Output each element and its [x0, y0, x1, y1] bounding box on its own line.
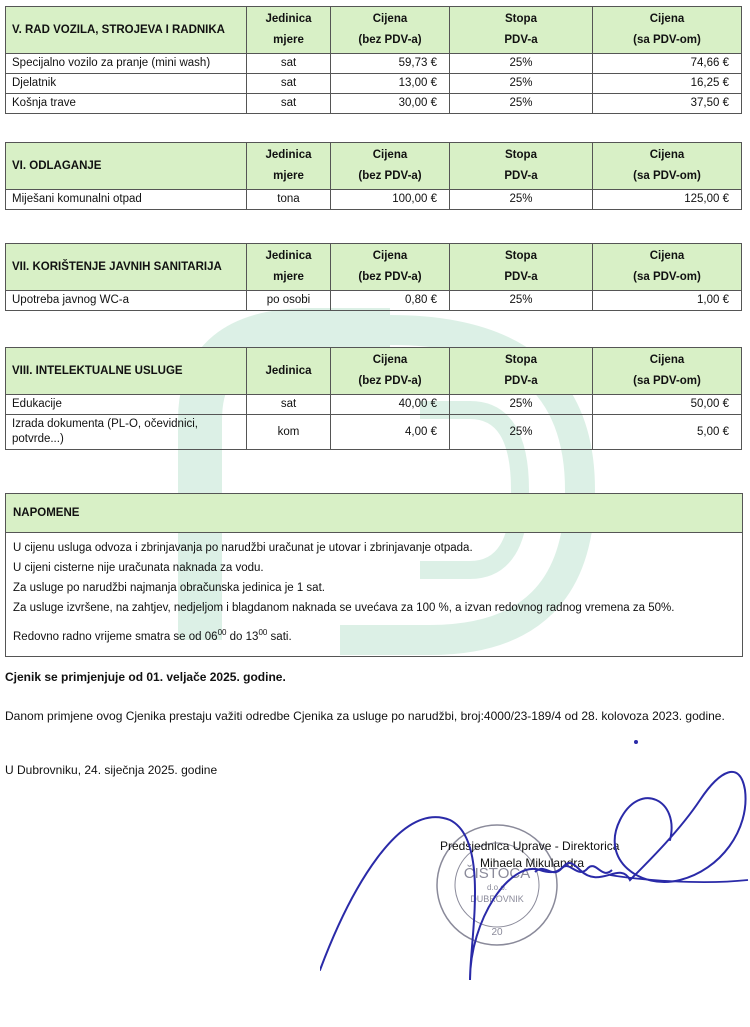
section-title: VIII. INTELEKTUALNE USLUGE: [6, 348, 247, 395]
replacement-statement: Danom primjene ovog Cjenika prestaju važiti odredbe Cjenika za usluge po narudžbi, broj:4000/23-189/4 od 28. kolovoza 2023. godine.: [5, 709, 725, 723]
total-cell: 74,66 €: [593, 54, 742, 74]
price-cell: 100,00 €: [331, 190, 450, 210]
price-cell: 30,00 €: [331, 94, 450, 114]
notes-body: [6, 533, 742, 656]
price-table-section-6: [5, 142, 742, 210]
price-cell: 40,00 €: [331, 395, 450, 415]
note-working-hours: Redovno radno vrijeme smatra se od $06^{00}$ do $13^{00}$ sati.: [13, 628, 292, 643]
total-header: Cijena (sa PDV-om): [593, 7, 742, 54]
price-header: Cijena (bez PDV-a): [331, 244, 450, 291]
section-title: VI. ODLAGANJE: [6, 143, 247, 190]
table-row: [6, 291, 742, 311]
unit-cell: sat: [247, 94, 331, 114]
unit-header: Jedinica mjere: [247, 244, 331, 291]
vat-rate-header: Stopa PDV-a: [450, 244, 593, 291]
place-and-date: U Dubrovniku, 24. siječnja 2025. godine: [5, 763, 218, 777]
total-cell: 37,50 €: [593, 94, 742, 114]
notes-title: NAPOMENE: [6, 494, 742, 533]
total-cell: 125,00 €: [593, 190, 742, 210]
note-item: U cijenu usluga odvoza i zbrinjavanja po narudžbi uračunat je utovar i zbrinjavanje otpada.: [13, 542, 473, 554]
total-header: Cijena (sa PDV-om): [593, 244, 742, 291]
service-name: Specijalno vozilo za pranje (mini wash): [6, 54, 247, 74]
table-row: [6, 94, 742, 114]
price-table-section-7: [5, 243, 742, 311]
price-header: Cijena (bez PDV-a): [331, 7, 450, 54]
price-cell: 0,80 €: [331, 291, 450, 311]
service-name: Djelatnik: [6, 74, 247, 94]
service-name: Miješani komunalni otpad: [6, 190, 247, 210]
table-row: [6, 74, 742, 94]
vat-rate-header: Stopa PDV-a: [450, 348, 593, 395]
vat-rate-cell: 25%: [450, 94, 593, 114]
table-row: [6, 415, 742, 450]
service-name: Edukacije: [6, 395, 247, 415]
stamp-company: ČISTOĆA: [463, 865, 531, 882]
section-title: V. RAD VOZILA, STROJEVA I RADNIKA: [6, 7, 247, 54]
total-cell: 50,00 €: [593, 395, 742, 415]
price-cell: 13,00 €: [331, 74, 450, 94]
total-cell: 16,25 €: [593, 74, 742, 94]
vat-rate-cell: 25%: [450, 291, 593, 311]
vat-rate-cell: 25%: [450, 54, 593, 74]
service-name: Upotreba javnog WC-a: [6, 291, 247, 311]
price-cell: 59,73 €: [331, 54, 450, 74]
table-row: [6, 190, 742, 210]
section-title: VII. KORIŠTENJE JAVNIH SANITARIJA: [6, 244, 247, 291]
table-row: [6, 54, 742, 74]
signatory-title: Predsjednica Uprave - Direktorica: [440, 839, 620, 853]
price-cell: 4,00 €: [331, 415, 450, 450]
stamp-suffix: d.o.o.: [486, 883, 508, 892]
total-header: Cijena (sa PDV-om): [593, 143, 742, 190]
price-table-section-5: [5, 6, 742, 114]
total-cell: 1,00 €: [593, 291, 742, 311]
table-row: [6, 395, 742, 415]
unit-cell: sat: [247, 74, 331, 94]
price-table-section-8: [5, 347, 742, 450]
unit-cell: sat: [247, 395, 331, 415]
valid-from-statement: Cjenik se primjenjuje od 01. veljače 2025. godine.: [5, 670, 286, 684]
note-item: Za usluge izvršene, na zahtjev, nedjeljom i blagdanom naknada se uvećava za 100 %, a izvan redovnog radnog vremena za 50%.: [13, 602, 675, 614]
vat-rate-cell: 25%: [450, 395, 593, 415]
note-item: U cijeni cisterne nije uračunata naknada za vodu.: [13, 562, 264, 574]
vat-rate-cell: 25%: [450, 415, 593, 450]
unit-header: Jedinica: [247, 348, 331, 395]
unit-cell: po osobi: [247, 291, 331, 311]
vat-rate-header: Stopa PDV-a: [450, 143, 593, 190]
price-header: Cijena (bez PDV-a): [331, 143, 450, 190]
vat-rate-cell: 25%: [450, 74, 593, 94]
handwritten-signature: [320, 740, 750, 1010]
unit-cell: kom: [247, 415, 331, 450]
vat-rate-header: Stopa PDV-a: [450, 7, 593, 54]
total-cell: 5,00 €: [593, 415, 742, 450]
stamp-number: 20: [491, 927, 503, 938]
unit-header: Jedinica mjere: [247, 143, 331, 190]
signatory-name: Mihaela Mikulandra: [480, 856, 585, 870]
price-header: Cijena (bez PDV-a): [331, 348, 450, 395]
unit-cell: tona: [247, 190, 331, 210]
unit-cell: sat: [247, 54, 331, 74]
service-name: Košnja trave: [6, 94, 247, 114]
total-header: Cijena (sa PDV-om): [593, 348, 742, 395]
stamp-city: DUBROVNIK: [470, 894, 524, 904]
vat-rate-cell: 25%: [450, 190, 593, 210]
notes-box: [5, 493, 743, 657]
note-item: Za usluge po narudžbi najmanja obračunska jedinica je 1 sat.: [13, 582, 325, 594]
unit-header: Jedinica mjere: [247, 7, 331, 54]
service-name: Izrada dokumenta (PL-O, očevidnici, potvrde...): [6, 415, 247, 450]
